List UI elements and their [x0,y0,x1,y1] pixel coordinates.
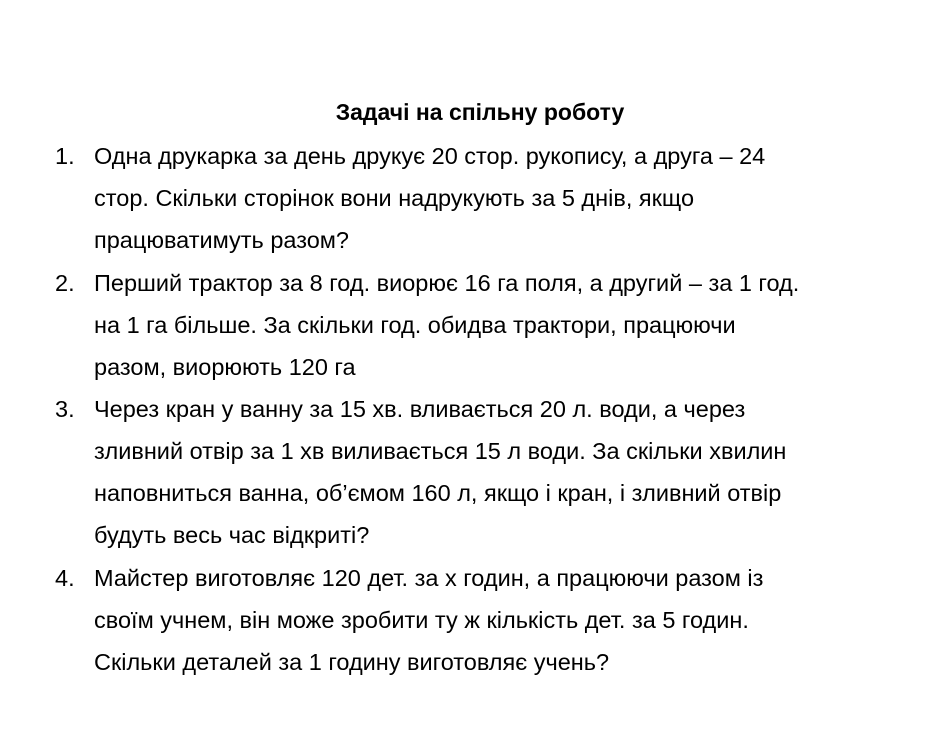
task-text [94,135,924,261]
task-line: разом, виорюють 120 га [94,354,356,380]
task-line: будуть весь час відкриті? [94,522,370,548]
task-text [94,557,924,683]
task-line: наповниться ванна, об’ємом 160 л, якщо і кран, і зливний отвір [94,480,782,506]
document-title: Задачі на спільну роботу [335,99,625,125]
task-number: 2. [55,270,75,296]
task-line: Скільки деталей за 1 годину виготовляє учень? [94,649,610,675]
task-number: 4. [55,565,75,591]
task-line: Одна друкарка за день друкує 20 стор. рукопису, а друга – 24 [94,143,766,169]
task-line: стор. Скільки сторінок вони надрукують за 5 днів, якщо [94,185,695,211]
task-text [94,262,924,388]
task-line: Перший трактор за 8 год. виорює 16 га поля, а другий – за 1 год. [94,270,800,296]
task-text [94,388,924,556]
task-line: зливний отвір за 1 хв виливається 15 л води. За скільки хвилин [94,438,787,464]
task-line: працюватимуть разом? [94,227,350,253]
task-line: на 1 га більше. За скільки год. обидва трактори, працюючи [94,312,736,338]
task-line: своїм учнем, він може зробити ту ж кількість дет. за 5 годин. [94,607,749,633]
task-line: Майстер виготовляє 120 дет. за х годин, а працюючи разом із [94,565,764,591]
task-number: 1. [55,143,75,169]
task-line: Через кран у ванну за 15 хв. вливається 20 л. води, а через [94,396,746,422]
task-number: 3. [55,396,75,422]
